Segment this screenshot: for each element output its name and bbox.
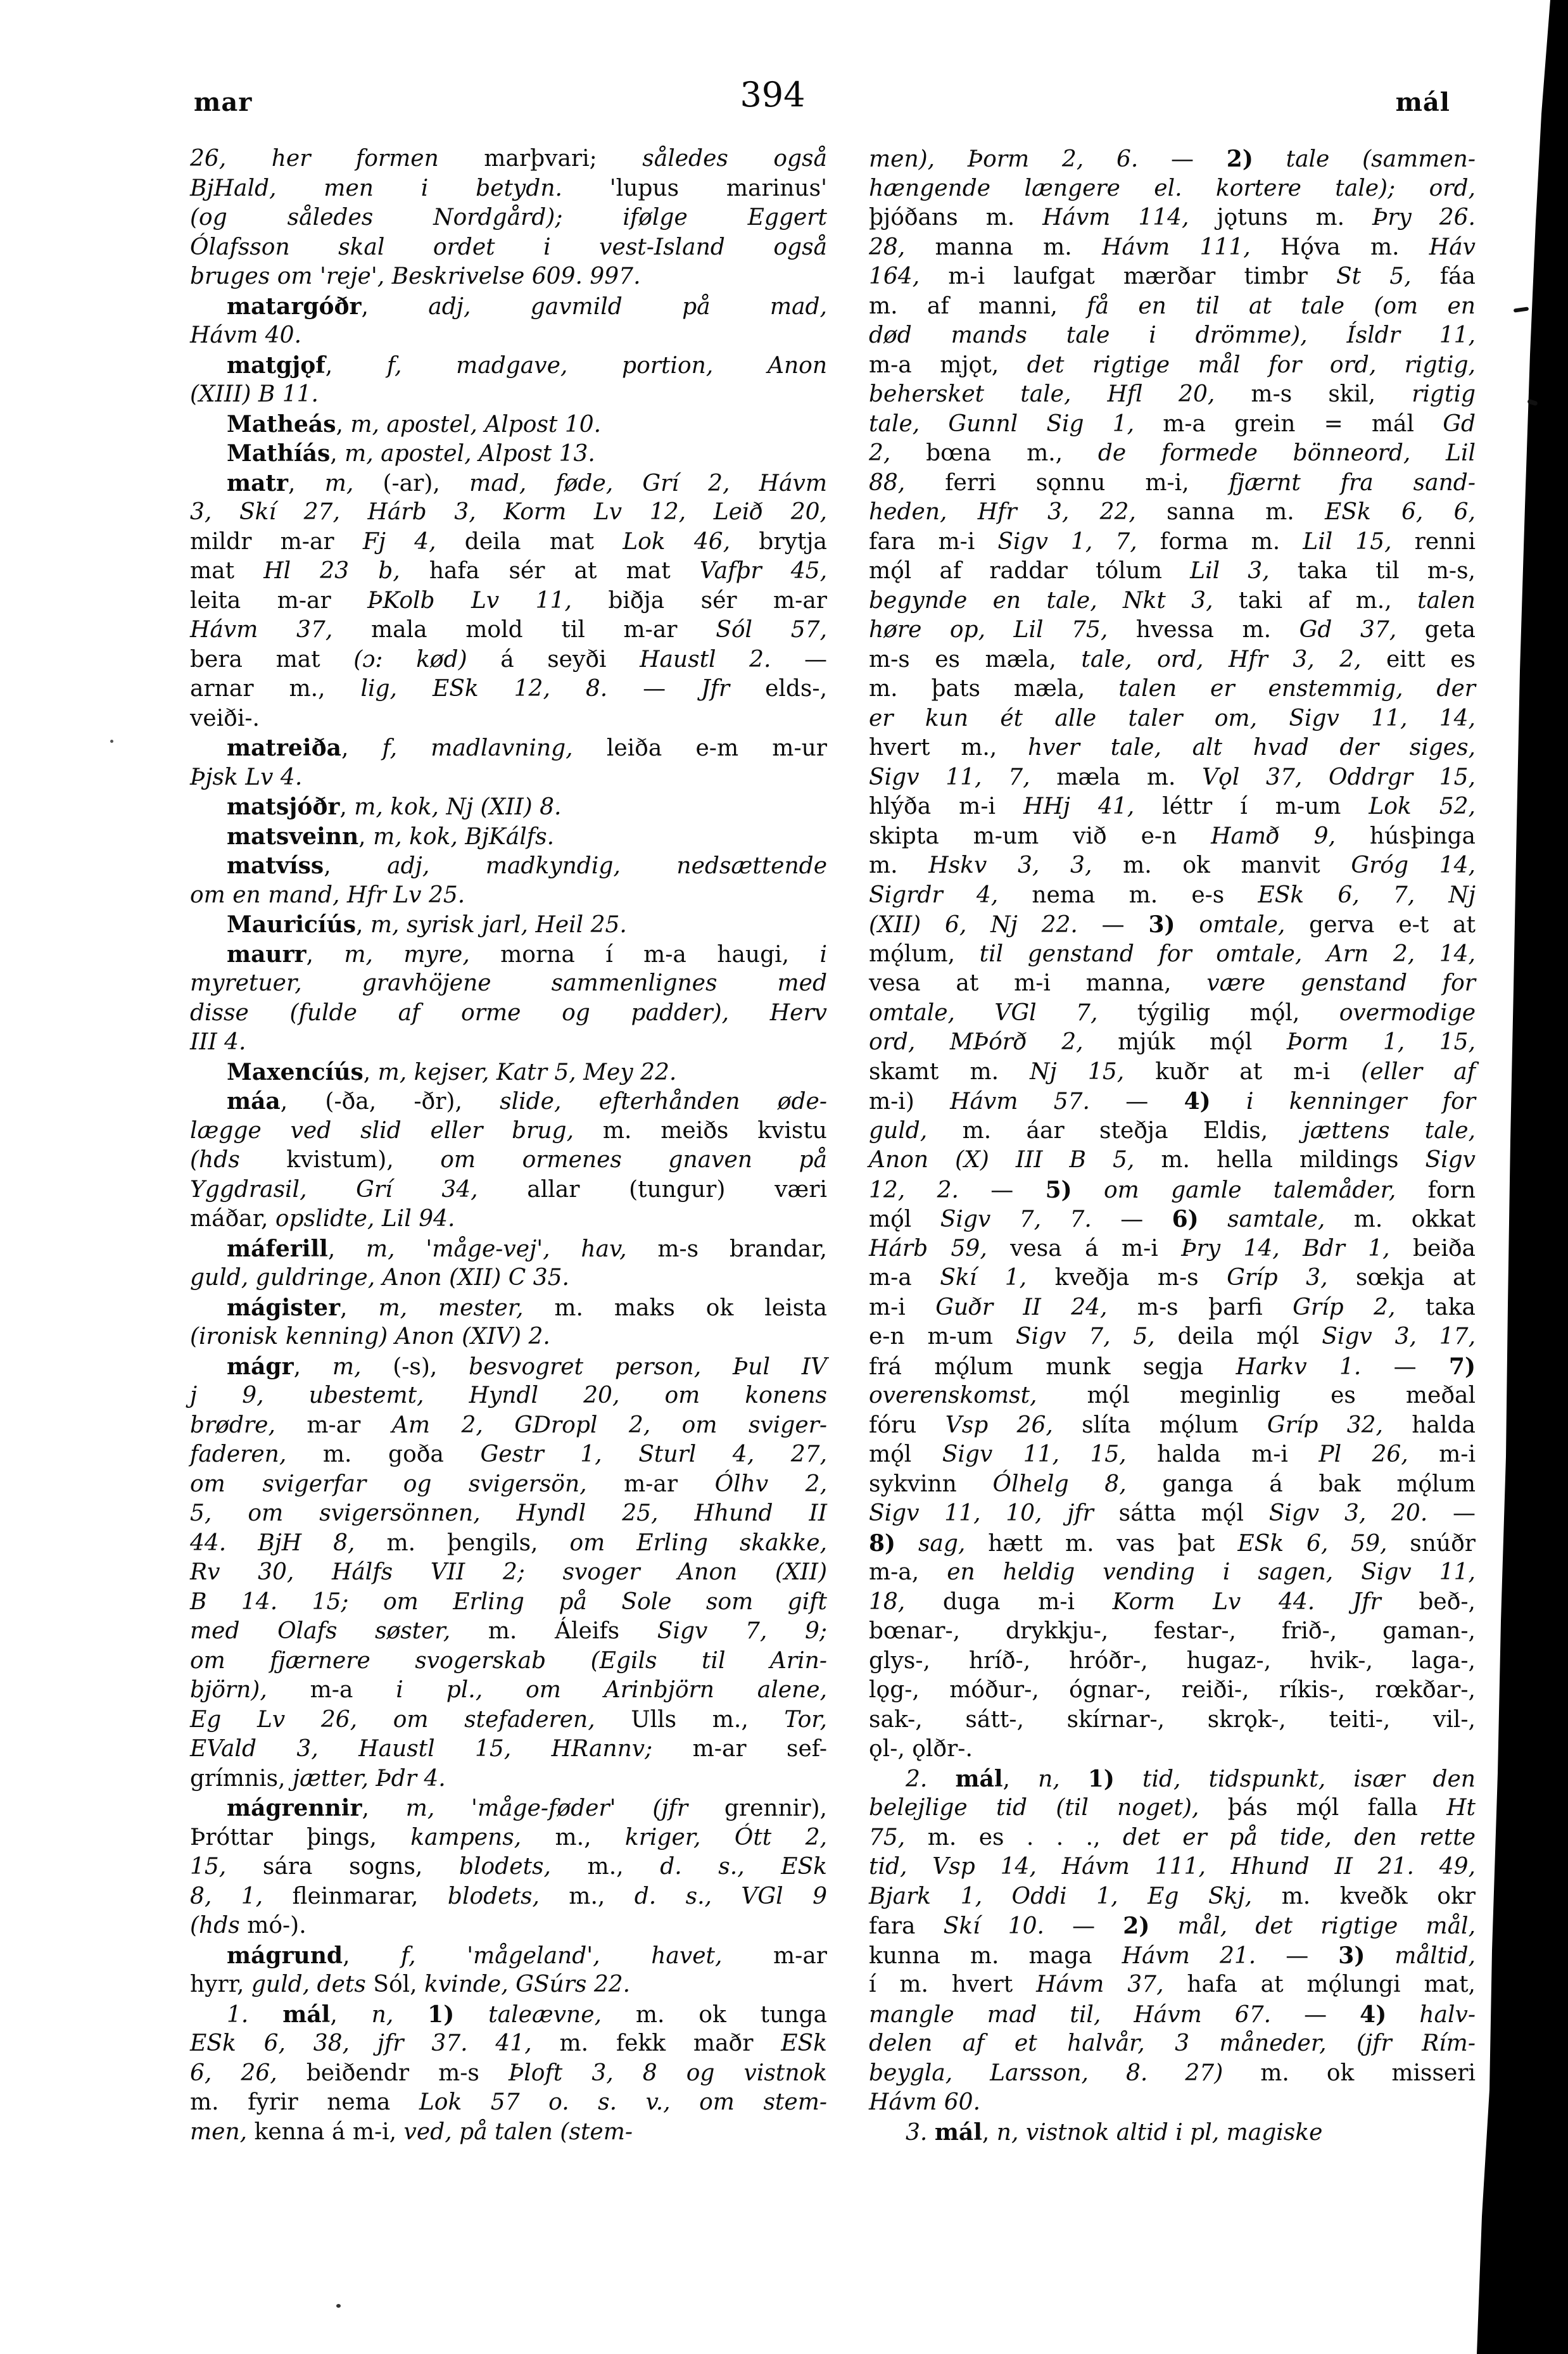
text-line: (hds mó-). xyxy=(190,1913,307,1939)
text-line: m-i) Hávm 57. — 4) i kenninger for xyxy=(869,1088,1476,1115)
text-line: EVald 3, Haustl 15, HRannv; m-ar sef- xyxy=(190,1736,827,1762)
text-line: Anon (X) III B 5, m. hella mildings Sigv xyxy=(869,1147,1476,1173)
text-line: 8) sag, hætt m. vas þat ESk 6, 59, snúðr xyxy=(869,1529,1476,1557)
text-line: Yggdrasil, Grí 34, allar (tungur) væri xyxy=(190,1176,827,1203)
text-line: lǫg-, móður-, ógnar-, reiði-, ríkis-, rœkðar-, xyxy=(869,1677,1476,1703)
running-header-left-word: mar xyxy=(194,87,253,117)
text-line: men), Þorm 2, 6. — 2) tale (sammen- xyxy=(869,146,1476,172)
text-line: mǫ́lum, til genstand for omtale, Arn 2, 14, xyxy=(869,940,1476,967)
text-line: maurr, m, myre, morna í m-a haugi, i xyxy=(227,940,828,968)
text-line: mágister, m, mester, m. maks ok leista xyxy=(227,1294,827,1321)
text-line: bœnar-, drykkju-, festar-, frið-, gaman-, xyxy=(869,1618,1476,1644)
page-number: 394 xyxy=(740,75,806,115)
text-line: grímnis, jætter, Þdr 4. xyxy=(190,1765,446,1792)
text-line: BjHald, men i betydn. 'lupus marinus' xyxy=(190,175,827,201)
text-line: 26, her formen marþvari; således også xyxy=(190,146,827,172)
text-line: 5, om svigersönnen, Hyndl 25, Hhund II xyxy=(190,1500,827,1526)
text-line: mildr m-ar Fj 4, deila mat Lok 46, brytja xyxy=(190,528,827,555)
text-line: Mauricíús, m, syrisk jarl, Heil 25. xyxy=(227,911,627,938)
text-line: mat Hl 23 b, hafa sér at mat Vafþr 45, xyxy=(190,558,828,584)
text-line: B 14. 15; om Erling på Sole som gift xyxy=(190,1588,827,1615)
text-line: sykvinn Ólhelg 8, ganga á bak mǫ́lum xyxy=(869,1471,1476,1497)
text-line: Matheás, m, apostel, Alpost 10. xyxy=(227,410,602,438)
text-line: skamt m. Nj 15, kuðr at m-i (eller af xyxy=(869,1058,1476,1085)
text-line: myretuer, gravhöjene sammenlignes med xyxy=(190,970,827,996)
text-line: m. þats mæla, talen er enstemmig, der xyxy=(869,676,1476,702)
text-line: m-a Skí 1, kveðja m-s Gríp 3, sœkja at xyxy=(869,1265,1476,1291)
text-line: 44. BjH 8, m. þengils, om Erling skakke, xyxy=(190,1529,828,1556)
text-line: máðar, opslidte, Lil 94. xyxy=(190,1206,455,1232)
text-line: 75, m. es . . ., det er på tide, den rette xyxy=(869,1824,1476,1851)
text-line: mágr, m, (-s), besvogret person, Þul IV xyxy=(227,1353,827,1380)
text-line: mǫ́l Sigv 11, 15, halda m-i Pl 26, m-i xyxy=(869,1441,1476,1467)
text-line: björn), m-a i pl., om Arinbjörn alene, xyxy=(190,1677,827,1703)
text-line: hvert m., hver tale, alt hvad der siges, xyxy=(869,735,1476,761)
text-line: m. af manni, få en til at tale (om en xyxy=(869,293,1476,319)
text-line: mangle mad til, Hávm 67. — 4) halv- xyxy=(869,2001,1476,2028)
text-line: j 9, ubestemt, Hyndl 20, om konens xyxy=(190,1383,827,1408)
text-line: 3. mál, n, vistnok altid i pl, magiske xyxy=(906,2118,1323,2146)
text-line: matreiða, f, madlavning, leiða e-m m-ur xyxy=(227,735,828,761)
text-line: Ólafsson skal ordet i vest-Island også xyxy=(190,234,827,260)
text-line: hlýða m-i HHj 41, léttr í m-um Lok 52, xyxy=(869,794,1476,819)
text-line: (og således Nordgård); ifølge Eggert xyxy=(190,205,827,231)
text-line: 28, manna m. Hávm 111, Hǫ́va m. Háv xyxy=(869,234,1476,260)
text-line: beygla, Larsson, 8. 27) m. ok misseri xyxy=(869,2060,1476,2086)
text-line: þjóðans m. Hávm 114, jǫtuns m. Þry 26. xyxy=(869,205,1476,231)
text-line: 88, ferri sǫnnu m-i, fjærnt fra sand- xyxy=(869,469,1476,496)
text-line: lægge ved slid eller brug, m. meiðs kvistu xyxy=(190,1117,827,1144)
text-line: bruges om 'reje', Beskrivelse 609. 997. xyxy=(190,263,641,289)
text-line: máa, (-ða, -ðr), slide, efterhånden øde- xyxy=(227,1088,827,1115)
text-line: III 4. xyxy=(190,1029,246,1055)
text-line: tid, Vsp 14, Hávm 111, Hhund II 21. 49, xyxy=(869,1854,1476,1880)
text-line: 6, 26, beiðendr m-s Þloft 3, 8 og vistnok xyxy=(190,2060,827,2086)
text-line: bera mat (ɔ: kød) á seyði Haustl 2. — xyxy=(190,646,827,673)
text-line: mágrund, f, 'mågeland', havet, m-ar xyxy=(227,1942,827,1969)
text-line: fara m-i Sigv 1, 7, forma m. Lil 15, renni xyxy=(869,528,1476,555)
text-line: behersket tale, Hfl 20, m-s skil, rigtig xyxy=(869,381,1476,407)
text-line: skipta m-um við e-n Hamð 9, húsþinga xyxy=(869,823,1476,849)
text-line: kunna m. maga Hávm 21. — 3) måltid, xyxy=(869,1942,1476,1969)
text-line: 3, Skí 27, Hárb 3, Korm Lv 12, Leið 20, xyxy=(190,499,827,525)
text-line: mágrennir, m, 'måge-føder' (jfr grennir), xyxy=(227,1795,827,1821)
text-line: 2, bœna m., de formede bönneord, Lil xyxy=(869,440,1476,466)
text-line: Rv 30, Hálfs VII 2; svoger Anon (XII) xyxy=(190,1559,827,1585)
text-line: ord, MÞórð 2, mjúk mǫ́l Þorm 1, 15, xyxy=(869,1029,1476,1055)
right-column xyxy=(869,144,1476,2147)
text-line: guld, guldringe, Anon (XII) C 35. xyxy=(190,1265,569,1291)
text-line: matr, m, (-ar), mad, føde, Grí 2, Hávm xyxy=(227,469,828,497)
text-line: Hávm 60. xyxy=(869,2089,981,2115)
text-line: med Olafs søster, m. Áleifs Sigv 7, 9; xyxy=(190,1618,827,1644)
text-line: matsveinn, m, kok, BjKálfs. xyxy=(227,823,555,850)
text-line: høre op, Lil 75, hvessa m. Gd 37, geta xyxy=(869,617,1476,643)
scan-artifact-bar xyxy=(1473,0,1568,2354)
text-line: Þróttar þings, kampens, m., kriger, Ótt 2, xyxy=(190,1824,827,1851)
text-line: tale, Gunnl Sig 1, m-a grein = mál Gd xyxy=(869,410,1476,437)
text-line: 12, 2. — 5) om gamle talemåder, forn xyxy=(869,1176,1476,1203)
text-line: mǫ́l Sigv 7, 7. — 6) samtale, m. okkat xyxy=(869,1206,1476,1232)
text-line: begynde en tale, Nkt 3, taki af m., talen xyxy=(869,587,1476,614)
text-line: fara Skí 10. — 2) mål, det rigtige mål, xyxy=(869,1913,1476,1939)
text-line: heden, Hfr 3, 22, sanna m. ESk 6, 6, xyxy=(869,499,1476,525)
text-line: om svigerfar og svigersön, m-ar Ólhv 2, xyxy=(190,1471,828,1497)
text-line: belejlige tid (til noget), þás mǫ́l falla Ht xyxy=(869,1795,1476,1821)
text-line: Eg Lv 26, om stefaderen, Ulls m., Tor, xyxy=(190,1706,827,1733)
text-line: glys-, hríð-, hróðr-, hugaz-, hvik-, laga-, xyxy=(869,1647,1476,1674)
text-line: Hávm 40. xyxy=(190,322,302,348)
text-line: død mands tale i drömme), Ísldr 11, xyxy=(869,322,1476,348)
text-line: (ironisk kenning) Anon (XIV) 2. xyxy=(190,1324,550,1350)
text-line: 1. mál, n, 1) taleævne, m. ok tunga xyxy=(227,2001,827,2028)
text-line: (hds kvistum), om ormenes gnaven på xyxy=(190,1147,827,1173)
text-line: ǫl-, ǫlðr-. xyxy=(869,1736,973,1762)
text-line: Þjsk Lv 4. xyxy=(190,764,303,790)
text-line: om fjærnere svogerskab (Egils til Arin- xyxy=(190,1647,827,1674)
text-line: sak-, sátt-, skírnar-, skrǫk-, teiti-, vil-, xyxy=(869,1706,1476,1733)
text-line: (XIII) B 11. xyxy=(190,381,319,407)
text-line: men, kenna á m-i, ved, på talen (stem- xyxy=(190,2118,633,2145)
text-line: m-a, en heldig vending i sagen, Sigv 11, xyxy=(869,1559,1476,1585)
left-column xyxy=(190,144,827,2147)
text-line: matsjóðr, m, kok, Nj (XII) 8. xyxy=(227,794,562,820)
text-line: hyrr, guld, dets Sól, kvinde, GSúrs 22. xyxy=(190,1971,631,1997)
text-line: om en mand, Hfr Lv 25. xyxy=(190,882,465,908)
text-line: 8, 1, fleinmarar, blodets, m., d. s., VGl 9 xyxy=(190,1883,827,1909)
text-line: Maxencíús, m, kejser, Katr 5, Mey 22. xyxy=(227,1058,677,1085)
running-header-right-word: mál xyxy=(1395,87,1450,117)
text-line: frá mǫ́lum munk segja Harkv 1. — 7) xyxy=(869,1353,1476,1380)
text-line: m-s es mæla, tale, ord, Hfr 3, 2, eitt es xyxy=(869,646,1476,673)
text-line: 164, m-i laufgat mærðar timbr St 5, fáa xyxy=(869,263,1476,289)
text-line: (XII) 6, Nj 22. — 3) omtale, gerva e-t at xyxy=(869,911,1476,938)
text-line: m-a mjǫt, det rigtige mål for ord, rigtig, xyxy=(869,351,1476,378)
ink-speck xyxy=(1514,307,1529,312)
text-line: omtale, VGl 7, týgilig mǫ́l, overmodige xyxy=(869,999,1476,1026)
text-line: Sigv 11, 10, jfr sátta mǫ́l Sigv 3, 20. — xyxy=(869,1500,1476,1526)
text-line: vesa at m-i manna, være genstand for xyxy=(869,970,1476,996)
text-line: er kun ét alle taler om, Sigv 11, 14, xyxy=(869,705,1476,731)
text-line: m. Hskv 3, 3, m. ok manvit Gróg 14, xyxy=(869,852,1476,878)
text-line: ESk 6, 38, jfr 37. 41, m. fekk maðr ESk xyxy=(190,2030,827,2056)
text-line: mǫ́l af raddar tólum Lil 3, taka til m-s, xyxy=(869,558,1476,584)
text-line: fóru Vsp 26, slíta mǫ́lum Gríp 32, halda xyxy=(869,1412,1476,1438)
text-line: Mathíás, m, apostel, Alpost 13. xyxy=(227,440,595,467)
text-line: Bjark 1, Oddi 1, Eg Skj, m. kveðk okr xyxy=(869,1883,1476,1909)
text-line: hængende længere el. kortere tale); ord, xyxy=(869,175,1476,201)
text-line: m-i Guðr II 24, m-s þarfi Gríp 2, taka xyxy=(869,1294,1476,1320)
text-line: faderen, m. goða Gestr 1, Sturl 4, 27, xyxy=(190,1441,827,1467)
text-line: matgjǫf, f, madgave, portion, Anon xyxy=(227,351,827,379)
text-line: matvíss, adj, madkyndig, nedsættende xyxy=(227,852,827,879)
text-line: overenskomst, mǫ́l meginlig es meðal xyxy=(869,1383,1476,1408)
text-line: arnar m., lig, ESk 12, 8. — Jfr elds-, xyxy=(190,676,828,702)
text-line: máferill, m, 'måge-vej', hav, m-s brandar, xyxy=(227,1235,827,1262)
text-line: disse (fulde af orme og padder), Herv xyxy=(190,999,827,1026)
text-line: Sigrdr 4, nema m. e-s ESk 6, 7, Nj xyxy=(869,882,1476,908)
text-line: Hávm 37, mala mold til m-ar Sól 57, xyxy=(190,617,828,643)
text-line: brødre, m-ar Am 2, GDropl 2, om sviger- xyxy=(190,1412,828,1438)
ink-speck xyxy=(336,2304,341,2308)
text-line: m. fyrir nema Lok 57 o. s. v., om stem- xyxy=(190,2089,828,2115)
text-line: e-n m-um Sigv 7, 5, deila mǫ́l Sigv 3, 17, xyxy=(869,1324,1476,1350)
text-line: í m. hvert Hávm 37, hafa at mǫ́lungi mat, xyxy=(869,1971,1476,1997)
text-line: 15, sára sogns, blodets, m., d. s., ESk xyxy=(190,1854,827,1880)
text-line: 2. mál, n, 1) tid, tidspunkt, især den xyxy=(906,1765,1476,1792)
text-line: veiði-. xyxy=(190,705,260,731)
text-line: 18, duga m-i Korm Lv 44. Jfr beð-, xyxy=(869,1588,1476,1615)
text-line: guld, m. áar steðja Eldis, jættens tale, xyxy=(869,1117,1476,1144)
text-line: Sigv 11, 7, mæla m. Vǫl 37, Oddrgr 15, xyxy=(869,764,1476,790)
text-line: matargóðr, adj, gavmild på mad, xyxy=(227,293,827,320)
text-line: delen af et halvår, 3 måneder, (jfr Rím- xyxy=(869,2030,1476,2056)
ink-speck xyxy=(110,740,113,743)
text-line: leita m-ar ÞKolb Lv 11, biðja sér m-ar xyxy=(190,587,827,614)
text-line: Hárb 59, vesa á m-i Þry 14, Bdr 1, beiða xyxy=(869,1235,1476,1262)
